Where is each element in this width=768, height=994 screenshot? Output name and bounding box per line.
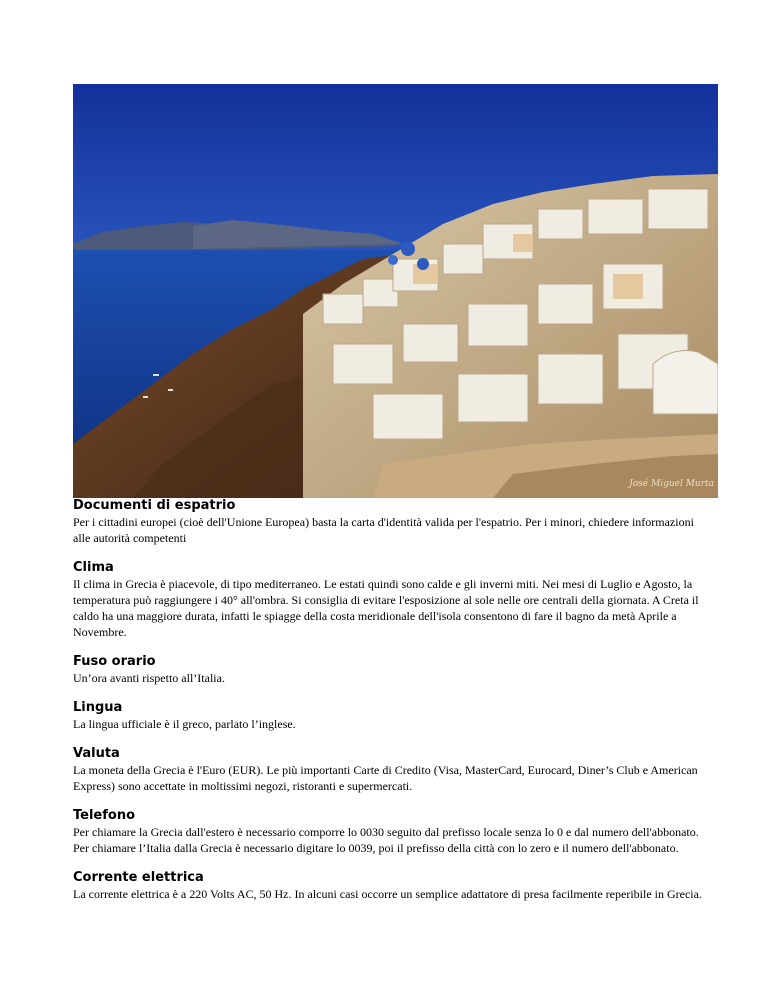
photo-credit: José Miguel Murta <box>629 479 714 489</box>
santorini-photo <box>73 84 718 498</box>
section-title: Fuso orario <box>73 654 156 669</box>
section-text: Un’ora avanti rispetto all’Italia. <box>73 671 225 685</box>
section-text: La moneta della Grecia è l'Euro (EUR). Le più importanti Carte di Credito (Visa, MasterCard, Eurocard, Diner’s Club e American Express) sono accettate in moltissimi negozi, ristoranti e supermercati. <box>73 763 698 793</box>
section-title: Clima <box>73 560 114 575</box>
section-title: Telefono <box>73 808 136 823</box>
section-title: Valuta <box>73 746 120 761</box>
section-title: Corrente elettrica <box>73 870 204 885</box>
section-fuso-orario <box>73 653 703 686</box>
section-text: La lingua ufficiale è il greco, parlato l’inglese. <box>73 717 296 731</box>
section-text: Per i cittadini europei (cioè dell'Unione Europea) basta la carta d'identità valida per l'espatrio. Per i minori, chiedere informazioni alle autorità competenti <box>73 515 694 545</box>
document-content <box>73 497 703 902</box>
section-clima <box>73 559 703 640</box>
section-text: La corrente elettrica è a 220 Volts AC, 50 Hz. In alcuni casi occorre un semplice adattatore di presa facilmente reperibile in Grecia. <box>73 887 702 901</box>
section-lingua <box>73 699 703 732</box>
section-title: Documenti di espatrio <box>73 498 236 513</box>
section-text: Il clima in Grecia è piacevole, di tipo mediterraneo. Le estati quindi sono calde e gli inverni miti. Nei mesi di Luglio e Agosto, la temperatura può raggiungere i 40° all'ombra. Si consiglia di evitare l'esposizione al sole nelle ore centrali della giornata. A Creta il caldo ha una maggiore durata, infatti le spiagge della costa meridionale dell'isola consentono di fare il bagno da metà Aprile a Novembre. <box>73 577 699 639</box>
section-telefono <box>73 807 703 856</box>
section-title: Lingua <box>73 700 123 715</box>
section-corrente-elettrica <box>73 869 703 902</box>
section-documenti <box>73 497 703 546</box>
section-text: Per chiamare la Grecia dall'estero è necessario comporre lo 0030 seguito dal prefisso locale senza lo 0 e dal numero dell'abbonato. Per chiamare l’Italia dalla Grecia è necessario digitare lo 0039, poi il prefisso della città con lo zero e il numero dell'abbonato. <box>73 825 699 855</box>
section-valuta <box>73 745 703 794</box>
